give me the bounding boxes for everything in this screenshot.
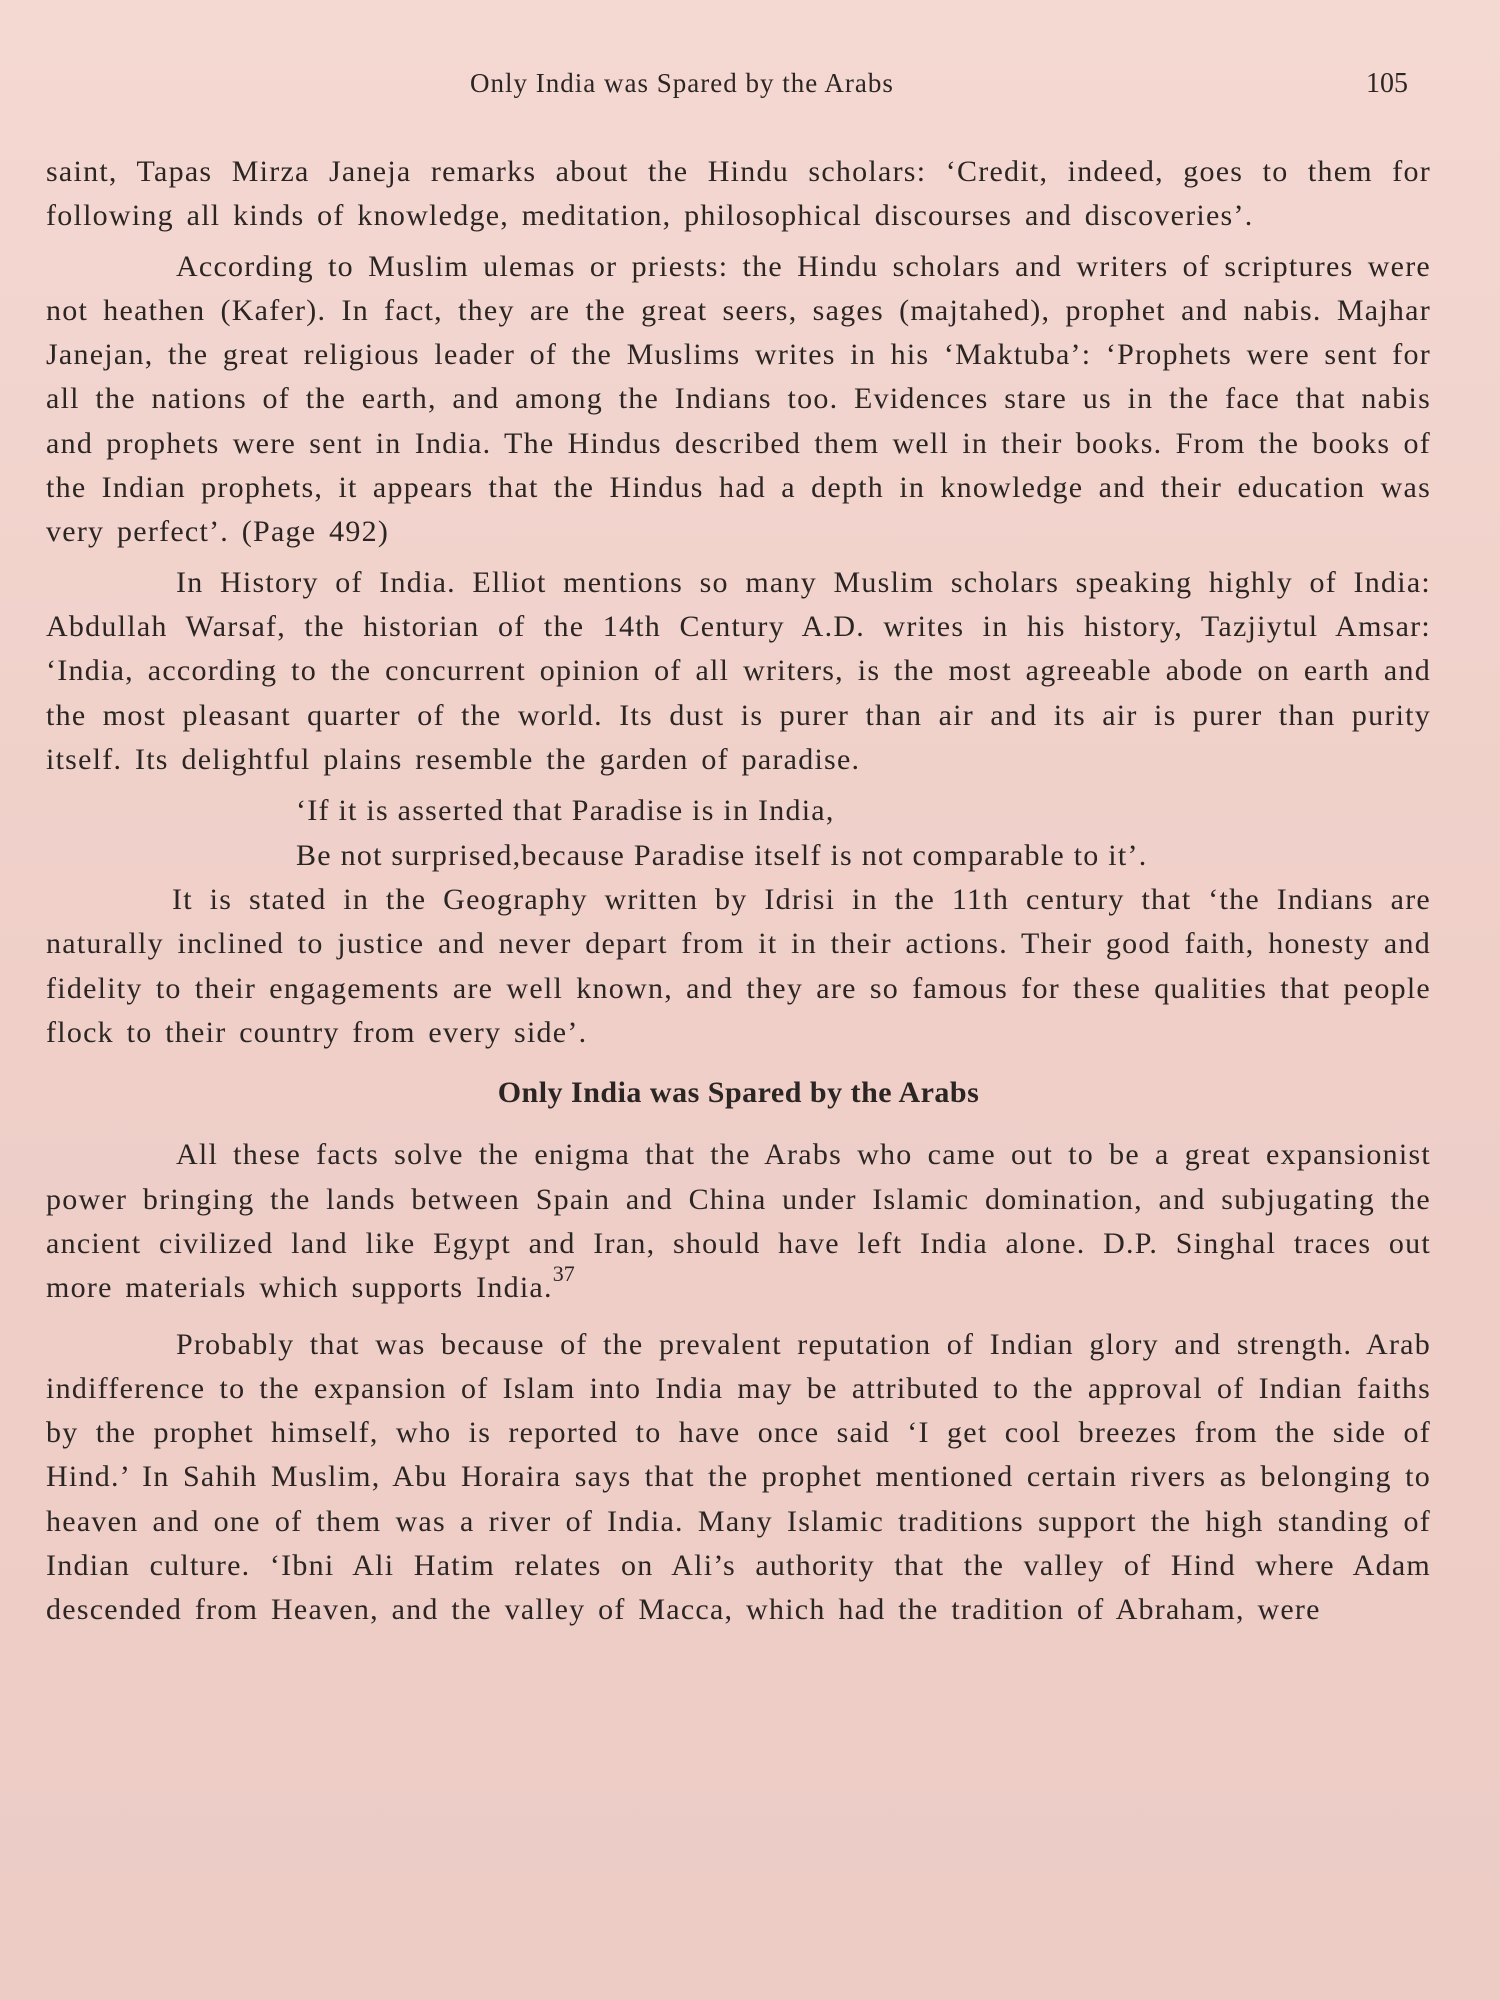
- page-number: 105: [1366, 68, 1408, 99]
- running-title: Only India was Spared by the Arabs: [470, 68, 894, 98]
- paragraph-1: saint, Tapas Mirza Janeja remarks about the Hindu scholars: ‘Credit, indeed, goes to them for following all kinds of knowledge, meditation, philosophical discourses and discoveries’.: [46, 155, 1431, 233]
- running-header: [0, 68, 1500, 108]
- paragraph-6: Probably that was because of the prevalent reputation of Indian glory and strength. Arab indifference to the expansion of Islam into India may be attributed to the approval of Indian faiths by the prophet himself, who is reported to have once said ‘I get cool breezes from the side of Hind.’ In Sahih Muslim, Abu Horaira says that the prophet mentioned certain rivers as belonging to heaven and one of them was a river of India. Many Islamic traditions support the high standing of Indian culture. ‘Ibni Ali Hatim relates on Ali’s authority that the valley of Hind where Adam descended from Heaven, and the valley of Macca, which had the tradition of Abraham, were: [46, 1327, 1431, 1627]
- section-heading: Only India was Spared by the Arabs: [497, 1076, 980, 1110]
- paragraph-5-text: All these facts solve the enigma that the Arabs who came out to be a great expansionist power bringing the lands between Spain and China under Islamic domination, and subjugating the ancient civilized land like Egypt and Iran, should have left India alone. D.P. Singhal traces out more materials which supports India.: [46, 1138, 1431, 1305]
- paragraph-4: It is stated in the Geography written by Idrisi in the 11th century that ‘the Indians are naturally inclined to justice and never depart from it in their actions. Their good faith, honesty and fidelity to their engagements are well known, and they are so famous for these qualities that people flock to their country from every side’.: [46, 883, 1431, 1050]
- verse-line-1: ‘If it is asserted that Paradise is in India,: [296, 794, 835, 828]
- verse-line-2: Be not surprised,because Paradise itself is not comparable to it’.: [296, 839, 1148, 873]
- paragraph-3: In History of India. Elliot mentions so many Muslim scholars speaking highly of India: Abdullah Warsaf, the historian of the 14th Century A.D. writes in his history, Tazjiytul Amsar: ‘India, according to the concurrent opinion of all writers, is the most agreeable abode on earth and the most pleasant quarter of the world. Its dust is purer than air and its air is purer than purity itself. Its delightful plains resemble the garden of paradise.: [46, 565, 1431, 776]
- footnote-marker[interactable]: 37: [552, 1261, 575, 1287]
- body-text: [46, 150, 1431, 1633]
- paragraph-5: [46, 1133, 1431, 1310]
- paragraph-2: According to Muslim ulemas or priests: the Hindu scholars and writers of scriptures were not heathen (Kafer). In fact, they are the great seers, sages (majtahed), prophet and nabis. Majhar Janejan, the great religious leader of the Muslims writes in his ‘Maktuba’: ‘Prophets were sent for all the nations of the earth, and among the Indians too. Evidences stare us in the face that nabis and prophets were sent in India. The Hindus described them well in their books. From the books of the Indian prophets, it appears that the Hindus had a depth in knowledge and their education was very perfect’. (Page 492): [46, 249, 1431, 549]
